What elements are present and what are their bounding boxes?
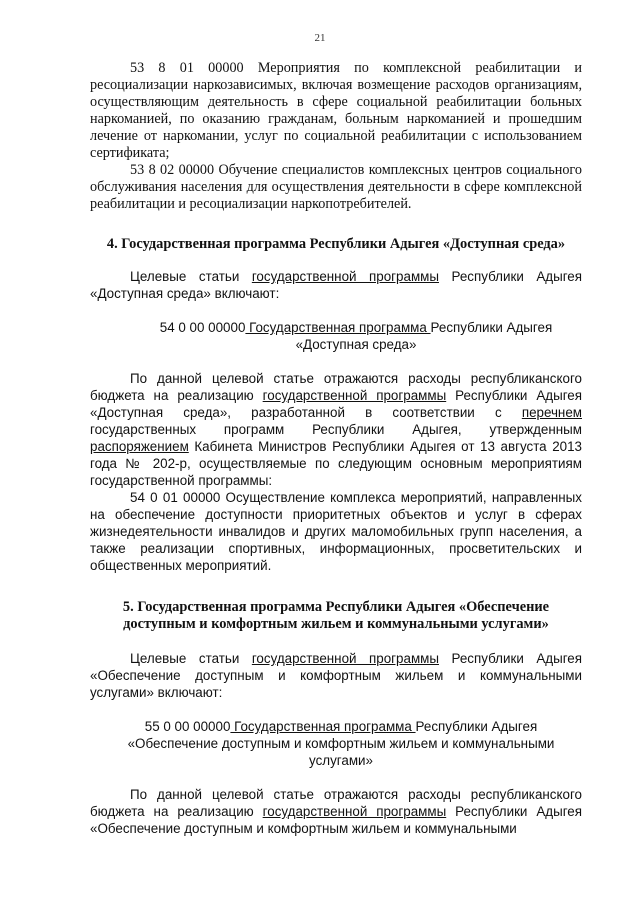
section-4-heading: 4. Государственная программа Республики Адыгея «Доступная среда» <box>106 236 566 252</box>
section-4-body-text-2: Республики Адыгея «Доступная среда», разработанной в соответствии с <box>90 388 582 420</box>
order-link[interactable]: распоряжением <box>90 439 189 454</box>
section-4-body-text: По данной целевой статье отражаются расходы республиканского бюджета на реализацию <box>90 371 582 403</box>
list-link[interactable]: перечнем <box>521 405 582 420</box>
section-4-code-block <box>90 319 582 353</box>
section-4-code-line <box>130 319 582 336</box>
section-5-intro-text-end: Республики Адыгея «Обеспечение доступным и комфортным жильем и коммунальными услугами» включают: <box>90 651 582 700</box>
section-4-intro-text: Целевые статьи <box>130 269 252 284</box>
section-5-code-line <box>100 718 582 735</box>
section-5-body <box>90 786 582 837</box>
section-5-intro <box>90 650 582 701</box>
section-5-body-text-2: Республики Адыгея «Обеспечение доступным и комфортным жильем и коммунальными <box>90 804 582 836</box>
paragraph-53-8-02: 53 8 02 00000 Обучение специалистов комплексных центров социального обслуживания населения для осуществления деятельности в сфере комплексной реабилитации и ресоциализации наркопотребителей. <box>90 162 582 212</box>
state-program-link-4[interactable]: государственной программы <box>262 804 447 819</box>
page-number: 21 <box>314 32 326 44</box>
paragraph-53-8-01: 53 8 01 00000 Мероприятия по комплексной реабилитации и ресоциализации наркозависимых, включая возмещение расходов организациям, осуществляющим деятельность в сфере социальной реабилитации больных наркоманией, по оказанию гражданам, больным наркоманией и прошедшим лечение от наркомании, услуг по социальной реабилитации с использованием сертификата; <box>90 60 582 161</box>
section-5-intro-text: Целевые статьи <box>130 651 252 666</box>
state-program-code-link-2[interactable]: Государственная программа <box>230 719 416 734</box>
section-4-intro-text-end: Республики Адыгея «Доступная среда» включают: <box>90 269 582 301</box>
section-4-intro <box>90 268 582 302</box>
section-4-body-text-3: государственных программ Республики Адыгея, утвержденным <box>90 422 582 437</box>
document-body <box>90 60 582 837</box>
section-5-heading: 5. Государственная программа Республики Адыгея «Обеспечение доступным и комфортным жильем и коммунальными услугами» <box>122 599 550 632</box>
state-program-link[interactable]: государственной программы <box>251 269 439 284</box>
section-4-code: 54 0 00 00000 <box>159 320 246 335</box>
section-4-code-title: Республики Адыгея <box>430 320 553 335</box>
section-4-body-text-4: Кабинета Министров Республики Адыгея от 13 августа 2013 года № 202-р, осуществляемые по следующим основным мероприятиям государственной программы: <box>90 439 582 488</box>
state-program-link-3[interactable]: государственной программы <box>251 651 439 666</box>
state-program-code-link[interactable]: Государственная программа <box>245 320 431 335</box>
section-5-code: 55 0 00 00000 <box>144 719 231 734</box>
section-4-item: 54 0 01 00000 Осуществление комплекса мероприятий, направленных на обеспечение доступности приоритетных объектов и услуг в сферах жизнедеятельности инвалидов и других маломобильных групп населения, а также реализации спортивных, информационных, просветительских и общественных мероприятий. <box>90 490 582 573</box>
section-5-code-block <box>90 718 582 769</box>
section-5-code-title-line2: «Обеспечение доступным и комфортным жильем и коммунальными услугами» <box>127 736 555 768</box>
section-5-body-text: По данной целевой статье отражаются расходы республиканского бюджета на реализацию <box>90 787 582 819</box>
section-5-code-title: Республики Адыгея <box>415 719 538 734</box>
section-4-body <box>90 370 582 489</box>
section-4-code-title-line2: «Доступная среда» <box>295 337 417 352</box>
state-program-link-2[interactable]: государственной программы <box>262 388 447 403</box>
